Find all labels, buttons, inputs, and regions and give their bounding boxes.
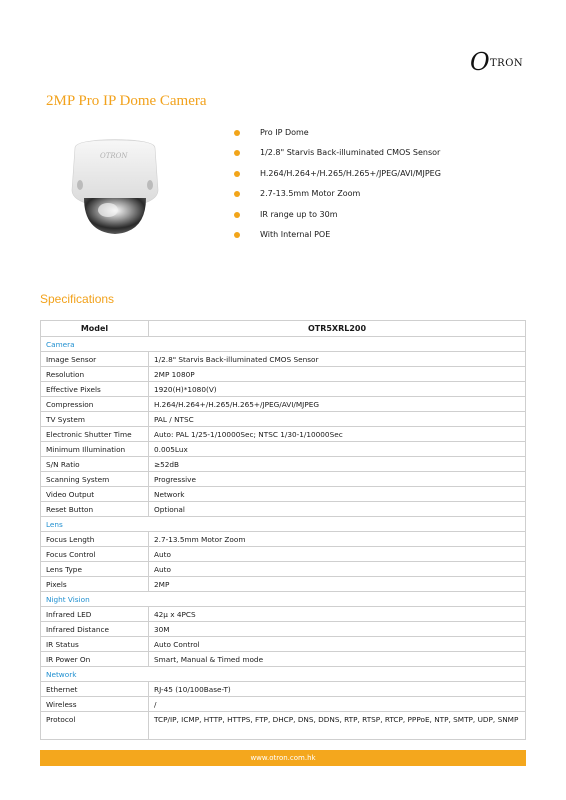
header-label: Model [41,321,149,337]
spec-label: Lens Type [41,562,149,577]
bullet-icon [234,191,240,197]
section-row-camera [41,337,526,352]
section-title: Night Vision [41,592,526,607]
feature-list [232,127,441,249]
table-row [41,547,526,562]
table-row [41,652,526,667]
spec-label: Wireless [41,697,149,712]
bullet-icon [234,212,240,218]
spec-value: Progressive [149,472,526,487]
bullet-icon [234,232,240,238]
product-title: 2MP Pro IP Dome Camera [46,93,207,109]
spec-value: Auto [149,562,526,577]
footer-bar [40,750,526,766]
table-header-row [41,321,526,337]
spec-value: / [149,697,526,712]
feature-text: Pro IP Dome [260,128,309,137]
spec-value: RJ-45 (10/100Base-T) [149,682,526,697]
table-row [41,607,526,622]
feature-item [232,147,441,167]
table-row [41,442,526,457]
spec-label: IR Status [41,637,149,652]
spec-label: Infrared LED [41,607,149,622]
bullet-icon [234,130,240,136]
spec-label: IR Power On [41,652,149,667]
bullet-icon [234,150,240,156]
logo-text: TRON [490,58,524,69]
spec-value: 1920(H)*1080(V) [149,382,526,397]
spec-value: Network [149,487,526,502]
spec-value: 0.005Lux [149,442,526,457]
spec-label: Focus Length [41,532,149,547]
table-row [41,532,526,547]
spec-label: Video Output [41,487,149,502]
spec-label: Compression [41,397,149,412]
spec-value: Auto [149,547,526,562]
spec-value: TCP/IP, ICMP, HTTP, HTTPS, FTP, DHCP, DNS, DDNS, RTP, RTSP, RTCP, PPPoE, NTP, SMTP, UDP, SNMP [149,712,526,740]
table-row [41,457,526,472]
section-row-night-vision [41,592,526,607]
spec-label: Ethernet [41,682,149,697]
camera-logo-text: OTRON [100,152,128,160]
footer-url[interactable]: www.otron.com.hk [250,754,316,762]
spec-value: 2MP [149,577,526,592]
spec-label: Minimum Illumination [41,442,149,457]
table-row [41,352,526,367]
section-title: Lens [41,517,526,532]
table-row [41,502,526,517]
section-row-network [41,667,526,682]
spec-label: Resolution [41,367,149,382]
section-title: Camera [41,337,526,352]
table-row [41,472,526,487]
feature-item [232,229,441,249]
spec-value: 30M [149,622,526,637]
spec-value: 42μ x 4PCS [149,607,526,622]
feature-item [232,168,441,188]
feature-text: With Internal POE [260,229,331,239]
spec-label: Scanning System [41,472,149,487]
table-row [41,682,526,697]
table-row [41,712,526,740]
spec-value: Smart, Manual & Timed mode [149,652,526,667]
table-row [41,487,526,502]
spec-value: H.264/H.264+/H.265/H.265+/JPEG/AVI/MJPEG [149,397,526,412]
feature-text: 1/2.8" Starvis Back-illuminated CMOS Sensor [260,148,441,158]
spec-label: Reset Button [41,502,149,517]
header-value: OTR5XRL200 [149,321,526,337]
spec-value: 2MP 1080P [149,367,526,382]
feature-text: H.264/H.264+/H.265/H.265+/JPEG/AVI/MJPEG [260,168,441,178]
spec-label: Electronic Shutter Time [41,427,149,442]
bullet-icon [234,171,240,177]
section-title: Network [41,667,526,682]
spec-label: Infrared Distance [41,622,149,637]
specifications-heading: Specifications [40,292,115,306]
spec-label: S/N Ratio [41,457,149,472]
table-row [41,577,526,592]
spec-label: Protocol [41,712,149,740]
spec-label: Focus Control [41,547,149,562]
spec-label: Pixels [41,577,149,592]
dome-camera-image [60,130,170,240]
table-row [41,622,526,637]
otron-logo [470,50,540,76]
spec-label: Effective Pixels [41,382,149,397]
spec-label: Image Sensor [41,352,149,367]
feature-text: IR range up to 30m [260,209,338,219]
spec-value: PAL / NTSC [149,412,526,427]
table-row [41,637,526,652]
table-row [41,697,526,712]
table-row [41,382,526,397]
feature-item [232,127,441,147]
feature-item [232,188,441,208]
spec-value: 2.7-13.5mm Motor Zoom [149,532,526,547]
feature-item [232,209,441,229]
spec-value: ≥52dB [149,457,526,472]
logo-letter: O [470,48,490,76]
table-row [41,562,526,577]
spec-value: Auto Control [149,637,526,652]
section-row-lens [41,517,526,532]
spec-value: Auto: PAL 1/25-1/10000Sec; NTSC 1/30-1/10000Sec [149,427,526,442]
table-row [41,397,526,412]
spec-label: TV System [41,412,149,427]
table-row [41,367,526,382]
feature-text: 2.7-13.5mm Motor Zoom [260,189,361,199]
spec-value: 1/2.8" Starvis Back-illuminated CMOS Sensor [149,352,526,367]
table-row [41,427,526,442]
table-row [41,412,526,427]
spec-table [40,320,526,740]
spec-value: Optional [149,502,526,517]
